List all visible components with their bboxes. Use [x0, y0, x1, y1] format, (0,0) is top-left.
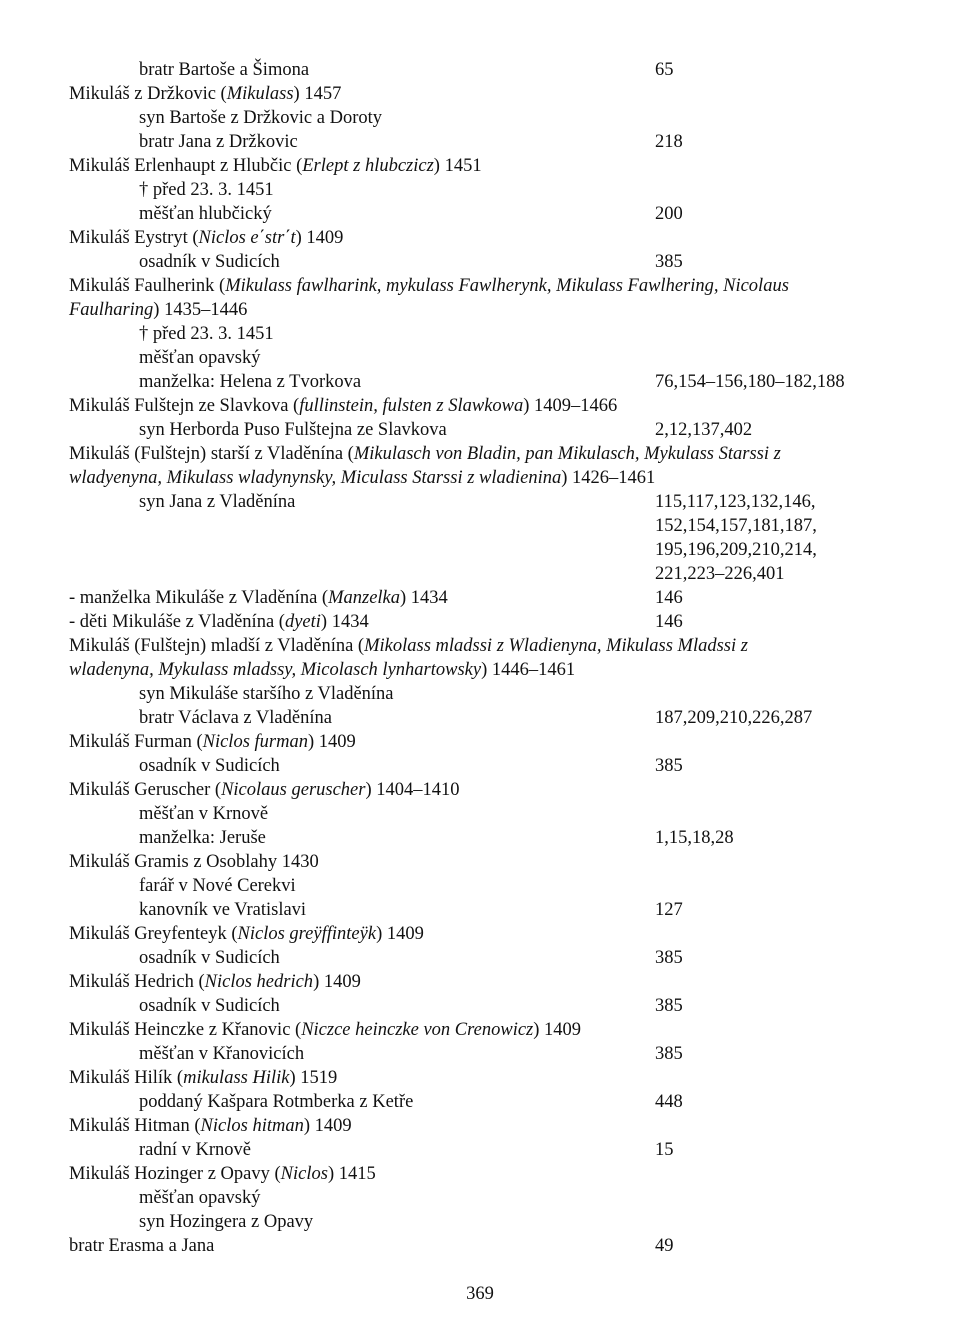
index-line [0, 298, 960, 322]
index-line [0, 154, 960, 178]
entry-detail: manželka: Helena z Tvorkova [139, 372, 362, 392]
entry-heading: Mikuláš Gramis z Osoblahy 1430 [69, 852, 319, 872]
index-line [0, 346, 960, 370]
index-line [0, 970, 960, 994]
page-references: 187,209,210,226,287 [655, 708, 813, 728]
entry-heading: Mikuláš (Fulštejn) starší z Vladěnína (Mikulasch von Bladin, pan Mikulasch, Mykulass Starssi z [69, 444, 781, 464]
entry-detail: farář v Nové Cerekvi [139, 876, 296, 896]
entry-detail: † před 23. 3. 1451 [139, 324, 274, 344]
entry-heading: Mikuláš Hozinger z Opavy (Niclos) 1415 [69, 1164, 376, 1184]
index-line [0, 1114, 960, 1138]
index-line [0, 682, 960, 706]
page-references: 146 [655, 588, 683, 608]
entry-heading: Mikuláš (Fulštejn) mladší z Vladěnína (Mikolass mladssi z Wladienyna, Mikulass Mladssi z [69, 636, 748, 656]
entry-heading-continued: wladenyna, Mykulass mladssy, Micolasch lynhartowsky) 1446–1461 [69, 660, 576, 680]
entry-detail: měšťan v Křanovicích [139, 1044, 305, 1064]
page-references: 1,15,18,28 [655, 828, 734, 848]
entry-heading: - manželka Mikuláše z Vladěnína (Manzelka) 1434 [69, 588, 448, 608]
entry-detail: syn Hozingera z Opavy [139, 1212, 314, 1232]
index-line [0, 1162, 960, 1186]
entry-heading: Mikuláš Geruscher (Nicolaus geruscher) 1404–1410 [69, 780, 460, 800]
entry-heading: Mikuláš Fulštejn ze Slavkova (fullinstein, fulsten z Slawkowa) 1409–1466 [69, 396, 618, 416]
page-references: 385 [655, 756, 683, 776]
index-line [0, 226, 960, 250]
index-line [0, 106, 960, 130]
entry-detail: syn Bartoše z Držkovic a Doroty [139, 108, 383, 128]
entry-detail: osadník v Sudicích [139, 252, 280, 272]
page-references: 200 [655, 204, 683, 224]
index-line [0, 730, 960, 754]
entry-heading-continued: Faulharing) 1435–1446 [69, 300, 248, 320]
entry-detail: osadník v Sudicích [139, 756, 280, 776]
entry-detail: měšťan v Krnově [139, 804, 269, 824]
index-line [0, 754, 960, 778]
index-line [0, 898, 960, 922]
page-references: 385 [655, 252, 683, 272]
entry-detail: syn Mikuláše staršího z Vladěnína [139, 684, 394, 704]
entry-heading: Mikuláš Hedrich (Niclos hedrich) 1409 [69, 972, 361, 992]
entry-heading: Mikuláš Hitman (Niclos hitman) 1409 [69, 1116, 352, 1136]
index-line [0, 418, 960, 442]
index-line [0, 322, 960, 346]
index-line [0, 562, 960, 586]
index-line [0, 1234, 960, 1258]
index-line [0, 706, 960, 730]
entry-detail: osadník v Sudicích [139, 996, 280, 1016]
entry-heading: Mikuláš Heinczke z Křanovic (Niczce heinczke von Crenowicz) 1409 [69, 1020, 582, 1040]
page-number: 369 [466, 1284, 494, 1304]
entry-heading: Mikuláš Eystryt (Niclos e΄str΄t) 1409 [69, 228, 344, 248]
index-line [0, 994, 960, 1018]
entry-heading: Mikuláš Greyfenteyk (Niclos greÿffinteÿk) 1409 [69, 924, 424, 944]
page-references: 385 [655, 996, 683, 1016]
index-line [0, 58, 960, 82]
entry-heading: - děti Mikuláše z Vladěnína (dyeti) 1434 [69, 612, 369, 632]
page-references: 115,117,123,132,146, [655, 492, 816, 512]
index-line [0, 658, 960, 682]
entry-detail: osadník v Sudicích [139, 948, 280, 968]
index-line [0, 826, 960, 850]
entry-heading-continued: wladyenyna, Mikulass wladynynsky, Miculass Starssi z wladienina) 1426–1461 [69, 468, 656, 488]
index-line [0, 874, 960, 898]
index-line [0, 394, 960, 418]
entry-detail: syn Jana z Vladěnína [139, 492, 296, 512]
index-line [0, 130, 960, 154]
index-line [0, 274, 960, 298]
index-line [0, 634, 960, 658]
page-references: 15 [655, 1140, 674, 1160]
index-line [0, 202, 960, 226]
page-references: 152,154,157,181,187, [655, 516, 817, 536]
entry-detail: bratr Jana z Držkovic [139, 132, 298, 152]
index-line [0, 1090, 960, 1114]
page-references: 127 [655, 900, 683, 920]
page-references: 146 [655, 612, 683, 632]
index-line [0, 1138, 960, 1162]
page-references: 49 [655, 1236, 674, 1256]
entry-detail: manželka: Jeruše [139, 828, 266, 848]
index-line [0, 778, 960, 802]
entry-heading: Mikuláš Hilík (mikulass Hilik) 1519 [69, 1068, 338, 1088]
entry-detail: měšťan opavský [139, 348, 261, 368]
entry-detail: bratr Erasma a Jana [69, 1236, 215, 1256]
index-line [0, 466, 960, 490]
entry-heading: Mikuláš Faulherink (Mikulass fawlharink, mykulass Fawlherynk, Mikulass Fawlhering, Nicolaus [69, 276, 789, 296]
entry-heading: Mikuláš Furman (Niclos furman) 1409 [69, 732, 356, 752]
page-references: 195,196,209,210,214, [655, 540, 817, 560]
entry-heading: Mikuláš Erlenhaupt z Hlubčic (Erlept z hlubczicz) 1451 [69, 156, 482, 176]
index-line [0, 1042, 960, 1066]
index-line [0, 1210, 960, 1234]
index-line [0, 82, 960, 106]
entry-detail: poddaný Kašpara Rotmberka z Ketře [139, 1092, 414, 1112]
index-line [0, 1018, 960, 1042]
index-line [0, 250, 960, 274]
page-references: 385 [655, 1044, 683, 1064]
entry-detail: radní v Krnově [139, 1140, 251, 1160]
index-line [0, 946, 960, 970]
page-references: 65 [655, 60, 674, 80]
entry-detail: † před 23. 3. 1451 [139, 180, 274, 200]
index-line [0, 610, 960, 634]
index-line [0, 538, 960, 562]
index-line [0, 178, 960, 202]
index-line [0, 922, 960, 946]
index-line [0, 586, 960, 610]
index-line [0, 490, 960, 514]
page-references: 385 [655, 948, 683, 968]
entry-detail: bratr Václava z Vladěnína [139, 708, 332, 728]
index-line [0, 850, 960, 874]
page-references: 221,223–226,401 [655, 564, 785, 584]
page-references: 448 [655, 1092, 683, 1112]
index-line [0, 1066, 960, 1090]
entry-detail: bratr Bartoše a Šimona [139, 60, 310, 80]
entry-heading: Mikuláš z Držkovic (Mikulass) 1457 [69, 84, 342, 104]
index-line [0, 442, 960, 466]
index-line [0, 802, 960, 826]
index-line [0, 370, 960, 394]
page-references: 218 [655, 132, 683, 152]
index-line [0, 1186, 960, 1210]
entry-detail: kanovník ve Vratislavi [139, 900, 307, 920]
page-references: 2,12,137,402 [655, 420, 753, 440]
entry-detail: měšťan hlubčický [139, 204, 272, 224]
entry-detail: měšťan opavský [139, 1188, 261, 1208]
page-references: 76,154–156,180–182,188 [655, 372, 845, 392]
index-line [0, 514, 960, 538]
entry-detail: syn Herborda Puso Fulštejna ze Slavkova [139, 420, 447, 440]
